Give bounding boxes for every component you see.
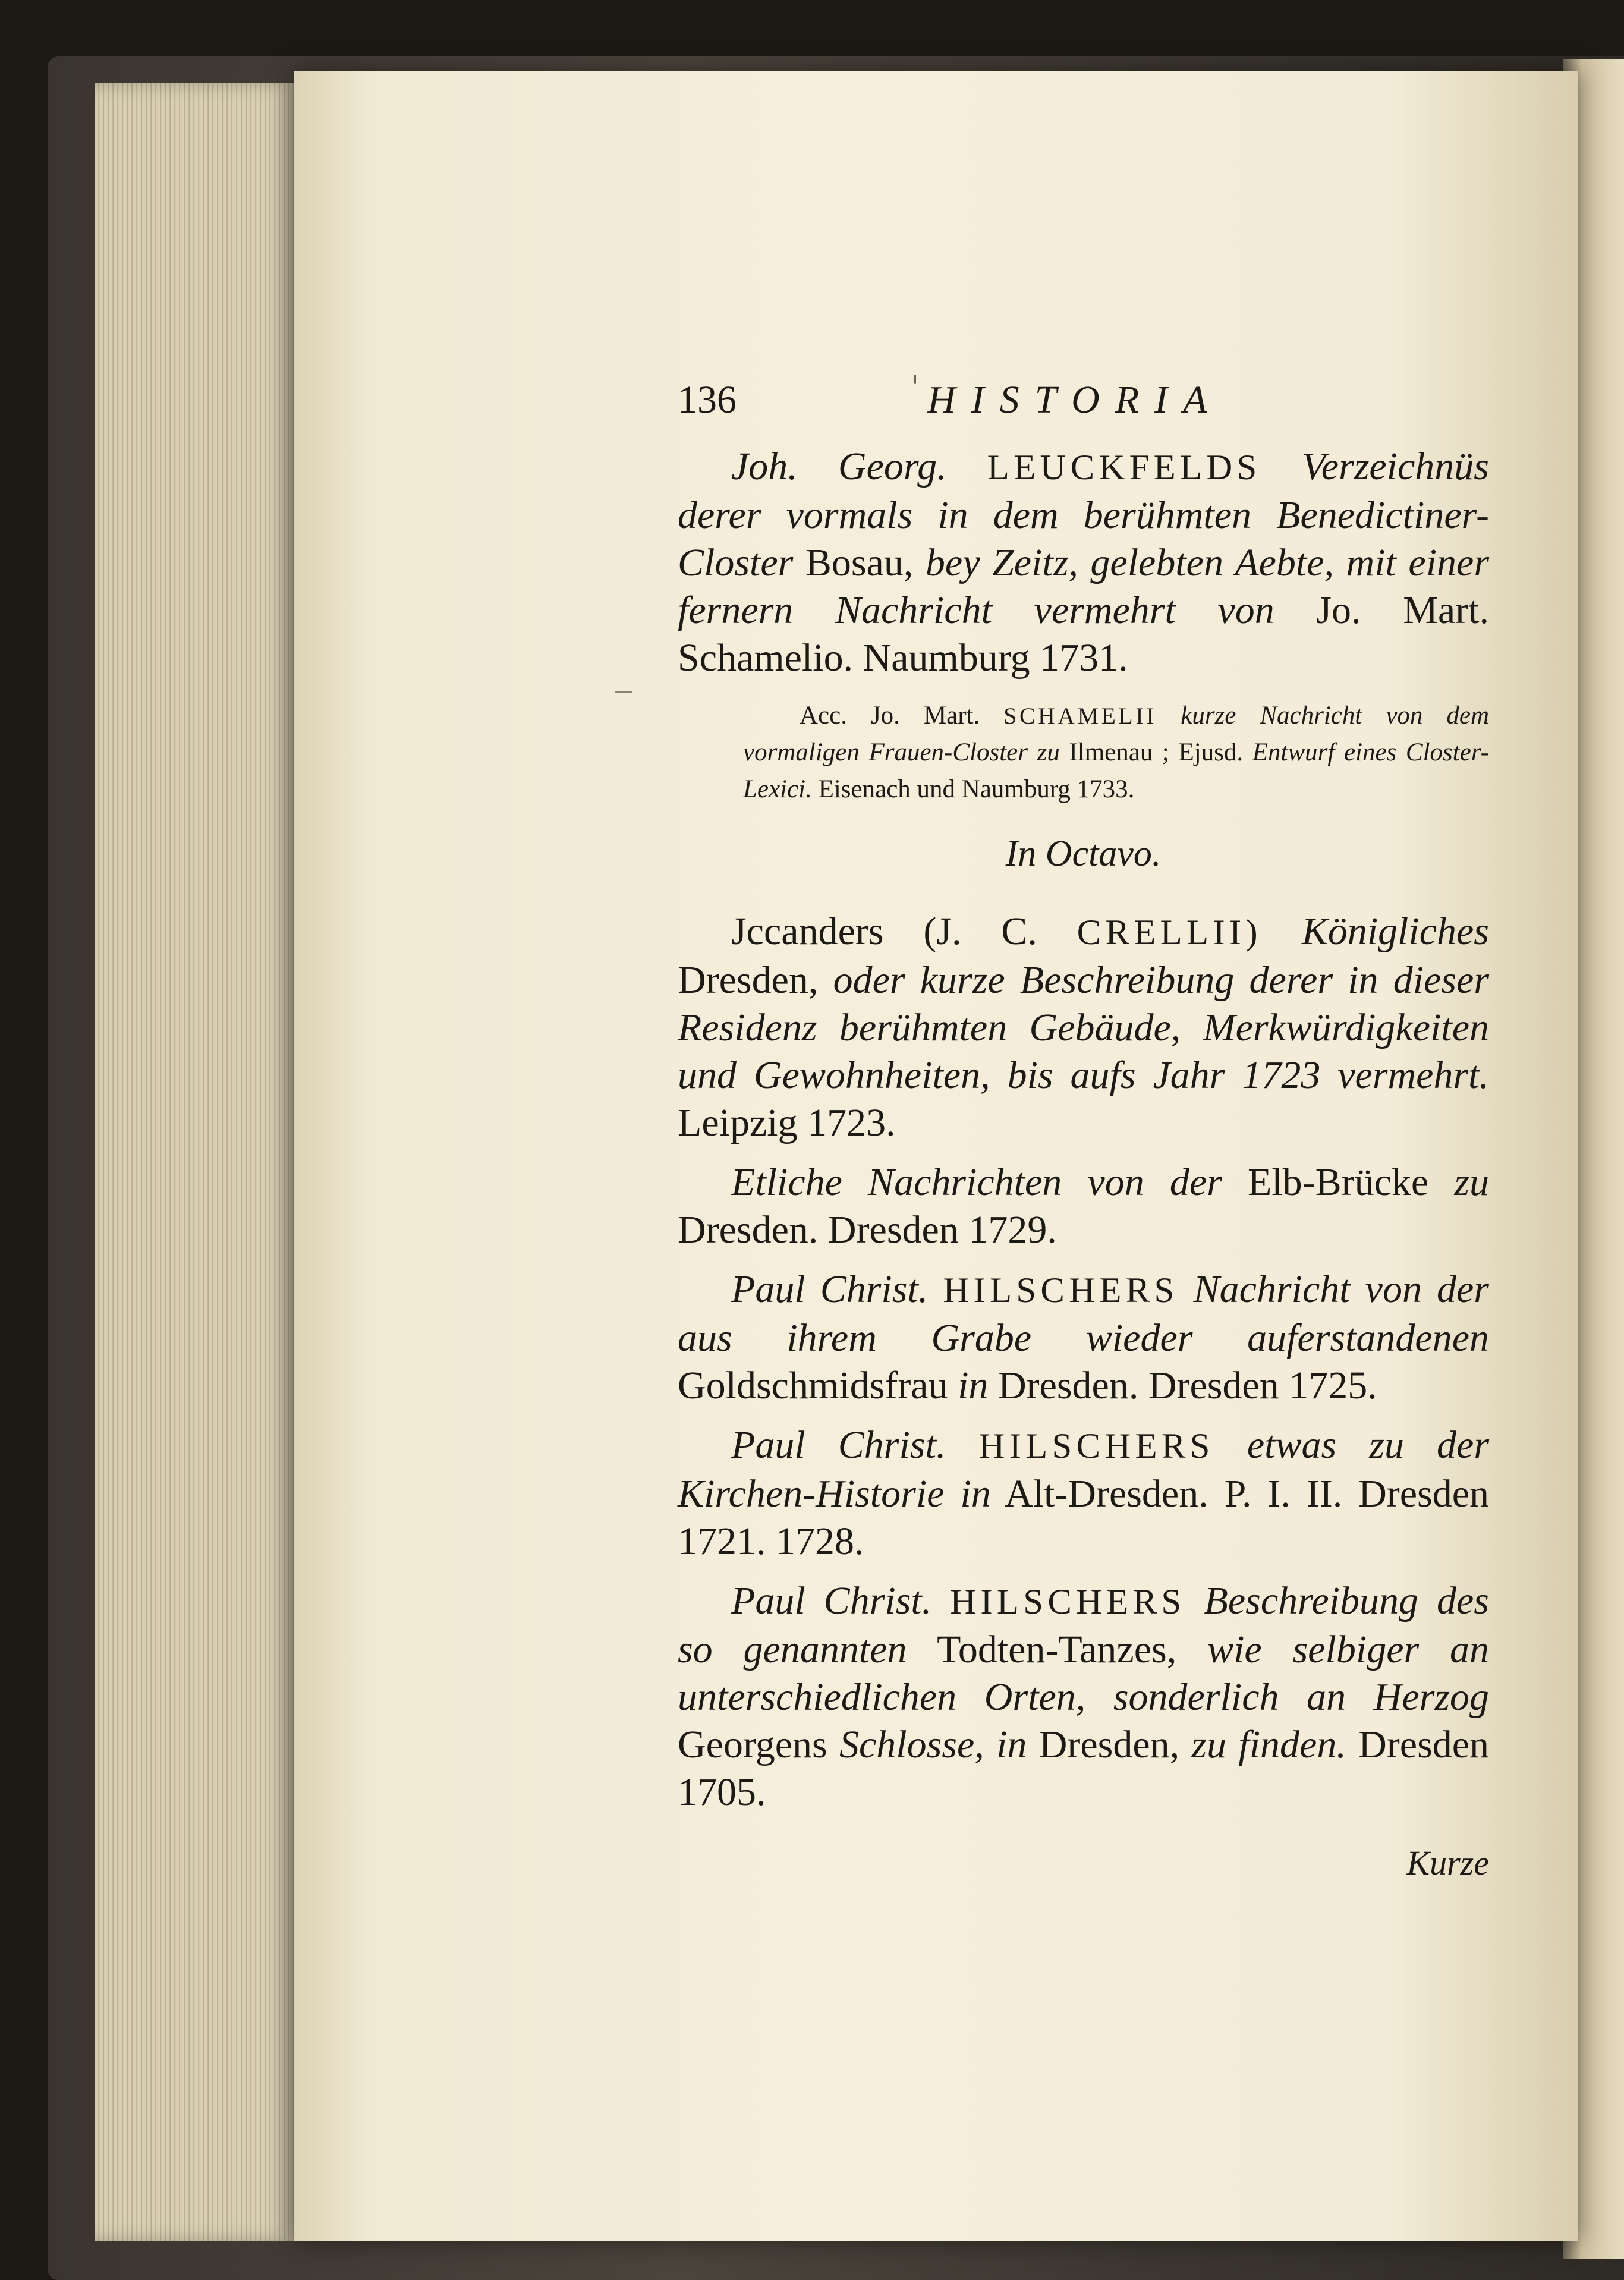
text-column (678, 378, 1489, 1883)
page-edges (95, 83, 297, 2241)
entry-hilscher-todtentanz: Paul Christ. HILSCHERS Beschreibung des so genannten Todten-Tanzes, wie selbiger an unterschiedlichen Orten, sonderlich an Herzog Georgens Schlosse, in Dresden, zu finden. Dresden 1705. (678, 1579, 1490, 1814)
section-heading: In Octavo. (1005, 834, 1162, 874)
entry-hilscher-kirchenhistorie: Paul Christ. HILSCHERS etwas zu der Kirchen-Historie in Alt-Dresden. P. I. II. Dresden 1721. 1728. (678, 1423, 1490, 1563)
margin-tick (615, 691, 632, 693)
running-title: HISTORIA (927, 378, 1223, 422)
entry-hilscher-goldschmidsfrau: Paul Christ. HILSCHERS Nachricht von der aus ihrem Grabe wieder auferstandenen Goldschmidsfrau in Dresden. Dresden 1725. (678, 1268, 1489, 1407)
note-schamelii: Acc. Jo. Mart. SCHAMELII kurze Nachricht von dem vormaligen Frauen-Closter zu Ilmenau ; Ejusd. Entwurf eines Closter-Lexici. Eisenach und Naumburg 1733. (743, 702, 1490, 803)
page-number: 136 (678, 378, 737, 422)
entry-elb-bruecke: Etliche Nachrichten von der Elb-Brücke zu Dresden. Dresden 1729. (678, 1161, 1490, 1251)
catchword: Kurze (1406, 1844, 1489, 1882)
page-header (678, 378, 1489, 443)
entry-crellii: Jccanders (J. C. CRELLII) Königliches Dresden, oder kurze Beschreibung derer in dieser Residenz berühmten Gebäude, Merkwürdigkeiten und Gewohnheiten, bis aufs Jahr 1723 vermehrt. Leipzig 1723. (678, 910, 1490, 1144)
entry-leuckfeld: Joh. Georg. LEUCKFELDS Verzeichnüs derer vormals in dem berühmten Benedictiner-Closter Bosau, bey Zeitz, gelebten Aebte, mit einer fernern Nachricht vermehrt von Jo. Mart. Schamelio. Naumburg 1731. (678, 445, 1490, 680)
